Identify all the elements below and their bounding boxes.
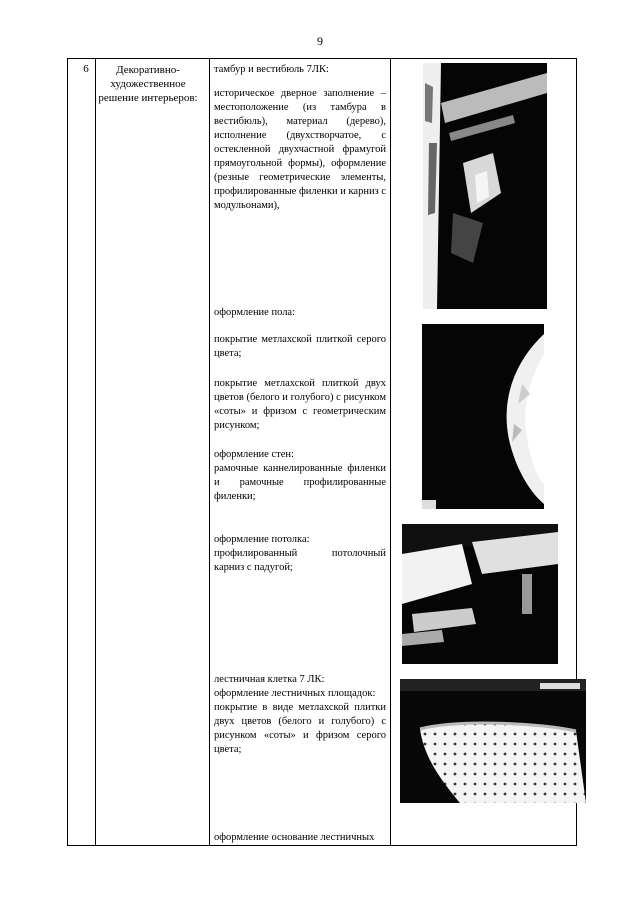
- text-line: профилированный потолочный карниз с падугой;: [214, 548, 386, 573]
- text-block-floor-grey: [214, 333, 386, 361]
- column-divider: [209, 59, 210, 845]
- text-block-ceiling: [214, 533, 386, 575]
- text-line: покрытие в виде метлахской плитки двух цветов (белого и голубого) с рисунком «соты» и фризом серого цвета;: [214, 702, 386, 755]
- text-line: оформление лестничных площадок:: [214, 688, 376, 699]
- table: [67, 58, 577, 846]
- text-block-stair-base: [214, 831, 386, 845]
- text-block-floor-heading: [214, 306, 386, 320]
- text-line: оформление стен:: [214, 449, 294, 460]
- text-line: рамочные каннелированные филенки и рамочные профилированные филенки;: [214, 463, 386, 502]
- text-line: покрытие метлахской плиткой двух цветов (белого и голубого) с рисунком «соты» и фризом с геометрическим рисунком;: [214, 378, 386, 431]
- text-line: тамбур и вестибюль 7ЛК:: [214, 64, 329, 75]
- text-line: оформление пола:: [214, 307, 296, 318]
- page-number: 9: [317, 34, 323, 48]
- photo-ceiling: [402, 524, 558, 664]
- row-name: Декоративно-художественное решение интерьеров:: [98, 64, 198, 104]
- text-block-staircase: [214, 673, 386, 757]
- text-block-floor-two-color: [214, 377, 386, 433]
- text-block-vestibule-heading: [214, 63, 386, 77]
- text-line: оформление основание лестничных: [214, 832, 375, 843]
- column-divider: [390, 59, 391, 845]
- photo-floor: [422, 324, 544, 509]
- text-line: историческое дверное заполнение – местоположение (из тамбура в вестибюль), материал (дерево), исполнение (двухстворчатое, с остекленной двухчастной фрамугой прямоугольной формы), оформление (резные геометрические элементы, профилированные филенки и карниз с модульонами),: [214, 88, 387, 211]
- text-line: лестничная клетка 7 ЛК:: [214, 674, 325, 685]
- column-divider: [95, 59, 96, 845]
- photo-door: [423, 63, 547, 309]
- text-line: покрытие метлахской плиткой серого цвета;: [214, 334, 386, 359]
- text-line: оформление потолка:: [214, 534, 310, 545]
- text-block-walls: [214, 448, 386, 504]
- row-number: 6: [83, 63, 89, 75]
- text-block-door: [214, 87, 386, 213]
- photo-stair-landing: [400, 679, 586, 803]
